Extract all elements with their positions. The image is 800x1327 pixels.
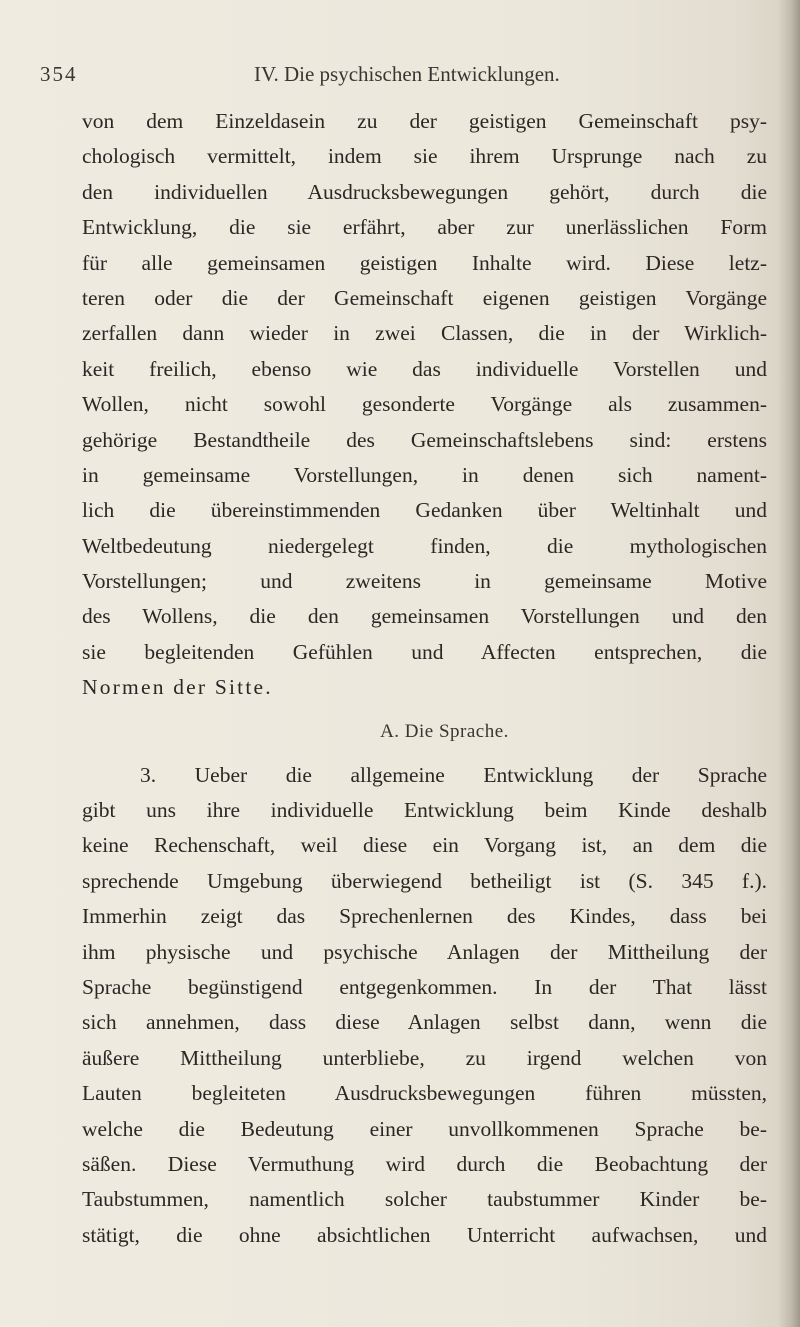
text-line: gibt uns ihre individuelle Entwicklung beim Kinde deshalb xyxy=(82,798,767,823)
text-line: in gemeinsame Vorstellungen, in denen sich nament- xyxy=(82,462,767,487)
page-edge-shadow xyxy=(778,0,800,1327)
text-line: zerfallen dann wieder in zwei Classen, die in der Wirklich- xyxy=(82,321,767,346)
text-line: Vorstellungen; und zweitens in gemeinsame Motive xyxy=(82,569,767,594)
text-line: welche die Bedeutung einer unvollkommenen Sprache be- xyxy=(82,1116,767,1141)
paragraph-1 xyxy=(82,104,767,706)
page-number: 354 xyxy=(40,62,78,86)
text-line: äußere Mittheilung unterbliebe, zu irgend welchen von xyxy=(82,1045,767,1070)
text-line: säßen. Diese Vermuthung wird durch die Beobachtung der xyxy=(82,1151,767,1176)
text-line: sprechende Umgebung überwiegend betheiligt ist (S. 345 f.). xyxy=(82,868,767,893)
text-line: stätigt, die ohne absichtlichen Unterricht aufwachsen, und xyxy=(82,1222,767,1247)
text-line: keit freilich, ebenso wie das individuelle Vorstellen und xyxy=(82,356,767,381)
text-line: des Wollens, die den gemeinsamen Vorstellungen und den xyxy=(82,604,767,629)
paragraph-2 xyxy=(82,758,767,1253)
text-line: ihm physische und psychische Anlagen der Mittheilung der xyxy=(82,939,767,964)
running-head: IV. Die psychischen Entwicklungen. xyxy=(254,62,560,86)
text-line: keine Rechenschaft, weil diese ein Vorgang ist, an dem die xyxy=(82,833,767,858)
body-text xyxy=(82,104,767,1253)
text-line: lich die übereinstimmenden Gedanken über Weltinhalt und xyxy=(82,498,767,523)
text-line: sich annehmen, dass diese Anlagen selbst dann, wenn die xyxy=(82,1010,767,1035)
section-heading: A. Die Sprache. xyxy=(380,720,509,742)
text-line: teren oder die der Gemeinschaft eigenen geistigen Vorgänge xyxy=(82,285,767,310)
text-line: Wollen, nicht sowohl gesonderte Vorgänge als zusammen- xyxy=(82,392,767,417)
text-line: Taubstummen, namentlich solcher taubstummer Kinder be- xyxy=(82,1187,767,1212)
text-line: von dem Einzeldasein zu der geistigen Gemeinschaft psy- xyxy=(82,109,767,133)
page-header xyxy=(0,62,800,102)
text-line: Weltbedeutung niedergelegt finden, die mythologischen xyxy=(82,533,767,558)
text-line: Sprache begünstigend entgegenkommen. In der That lässt xyxy=(82,974,767,999)
text-line: Normen der Sitte. xyxy=(82,675,273,700)
text-line: Immerhin zeigt das Sprechenlernen des Kindes, dass bei xyxy=(82,904,767,929)
text-line: chologisch vermittelt, indem sie ihrem Ursprunge nach zu xyxy=(82,144,767,169)
text-line: gehörige Bestandtheile des Gemeinschaftslebens sind: erstens xyxy=(82,427,767,452)
text-line: sie begleitenden Gefühlen und Affecten entsprechen, die xyxy=(82,639,767,664)
text-line: 3. Ueber die allgemeine Entwicklung der Sprache xyxy=(140,762,767,787)
text-line: Entwicklung, die sie erfährt, aber zur unerlässlichen Form xyxy=(82,215,767,240)
text-line: für alle gemeinsamen geistigen Inhalte wird. Diese letz- xyxy=(82,250,767,275)
text-line: Lauten begleiteten Ausdrucksbewegungen führen müssten, xyxy=(82,1081,767,1106)
text-line: den individuellen Ausdrucksbewegungen gehört, durch die xyxy=(82,179,767,204)
